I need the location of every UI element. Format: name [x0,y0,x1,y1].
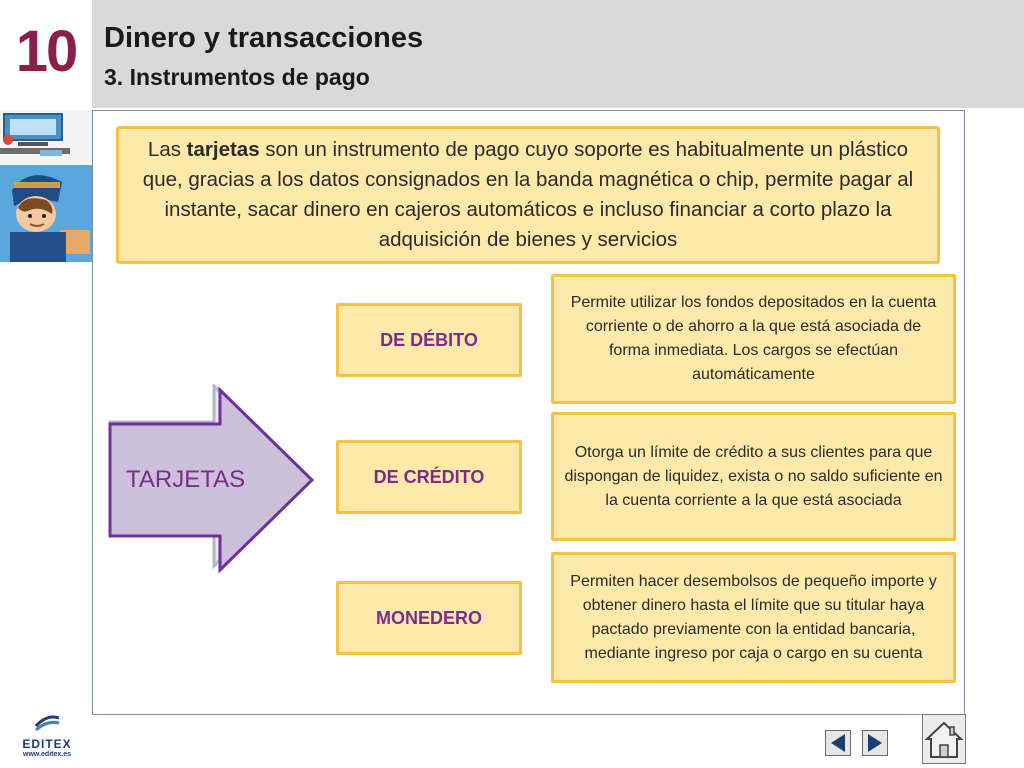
type-description: Permite utilizar los fondos depositados en la cuenta corriente o de ahorro a la que está asociada de forma inmediata. Los cargos se efectúan automáticamente [570,294,937,383]
home-button[interactable] [922,714,966,764]
page-subtitle: 3. Instrumentos de pago [104,64,370,90]
side-illustration [0,110,92,262]
type-description: Permiten hacer desembolsos de pequeño importe y obtener dinero hasta el límite que su titular haya pactado previamente con la entidad bancaria, mediante ingreso por caja o cargo en su cuenta [570,572,937,662]
home-icon [923,715,965,763]
logo-word: EDITEX [22,737,72,751]
type-box-credito [336,440,522,514]
type-label: MONEDERO [375,607,482,628]
editex-logo [12,712,82,762]
desc-box-debito [551,274,956,404]
type-box-debito [336,303,522,377]
intro-definition-box [116,126,940,264]
next-button[interactable] [862,730,888,756]
desc-box-credito [551,412,956,541]
intro-text-start: Las [147,138,187,161]
arrow-label: TARJETAS [126,466,246,493]
prev-button[interactable] [825,730,851,756]
chapter-number: 10 [15,19,77,84]
type-description: Otorga un límite de crédito a sus clientes para que dispongan de liquidez, exista o no saldo suficiente en la cuenta corriente a la que está asociada [564,443,943,509]
triangle-left-icon [826,731,850,755]
type-label: DE CRÉDITO [373,466,485,487]
intro-text [137,135,919,255]
page-title: Dinero y transacciones [104,22,424,54]
logo-mark-icon [32,712,62,732]
intro-keyword: tarjetas [186,138,260,161]
type-box-monedero [336,581,522,655]
intro-text-rest: son un instrumento de pago cuyo soporte es habitualmente un plástico que, gracias a los datos consignados en la banda magnética o chip, permite pagar al instante, sacar dinero en cajeros automáticos e incluso financiar a corto plazo la adquisición de bienes y servicios [142,138,914,251]
desc-box-monedero [551,552,956,683]
type-label: DE DÉBITO [380,329,478,350]
logo-url: www.editex.es [23,751,71,758]
triangle-right-icon [863,731,887,755]
